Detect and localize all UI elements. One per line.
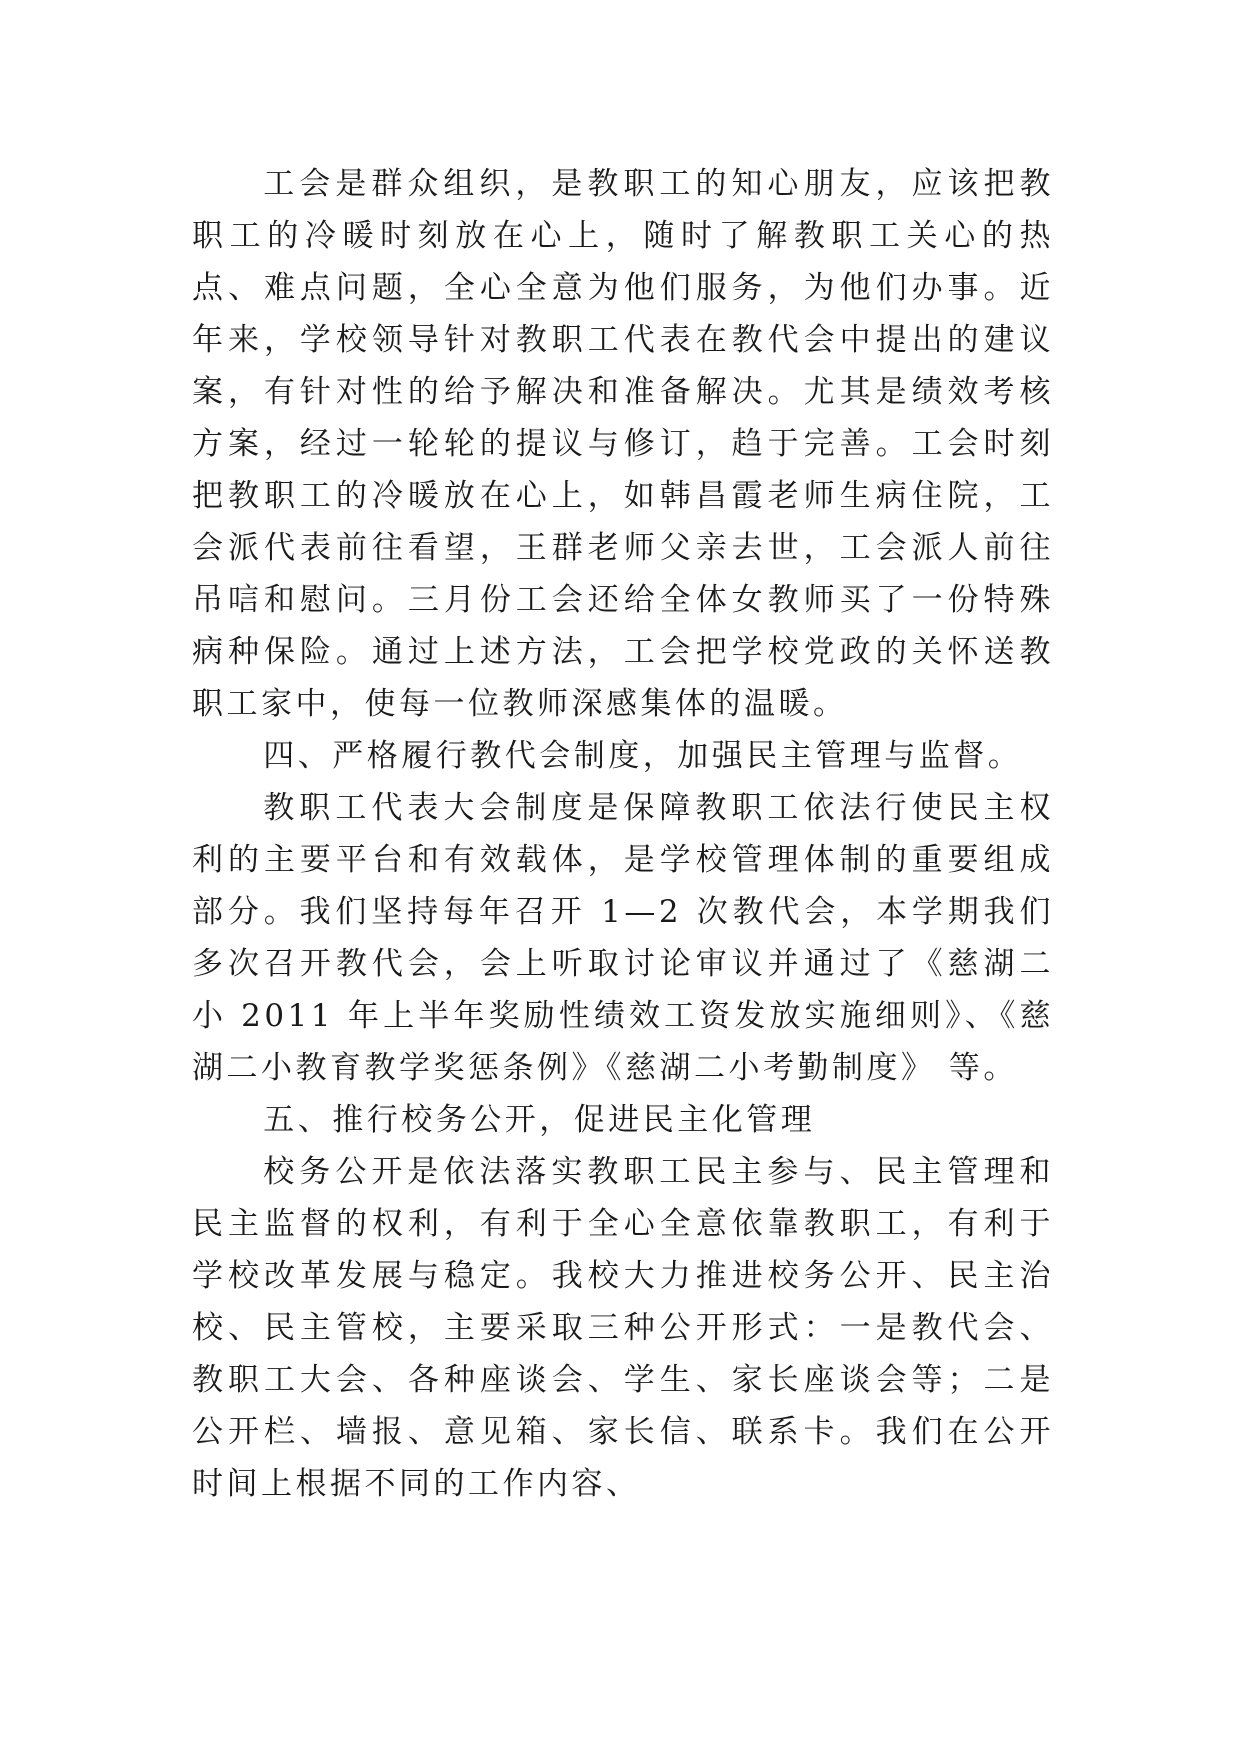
paragraph-union-care: 工会是群众组织，是教职工的知心朋友，应该把教职工的冷暖时刻放在心上，随时了解教职工关心的热点、难点问题，全心全意为他们服务，为他们办事。近年来，学校领导针对教职工代表在教代会中提出的建议案，有针对性的给予解决和准备解决。尤其是绩效考核方案，经过一轮轮的提议与修订，趋于完善。工会时刻把教职工的冷暖放在心上，如韩昌霞老师生病住院，工会派代表前往看望，王群老师父亲去世，工会派人前往吊唁和慰问。三月份工会还给全体女教师买了一份特殊病种保险。通过上述方法，工会把学校党政的关怀送教职工家中，使每一位教师深感集体的温暖。: [192, 166, 1054, 722]
section-heading-5: 五、推行校务公开，促进民主化管理: [263, 1102, 816, 1138]
paragraph-staff-congress: 教职工代表大会制度是保障教职工依法行使民主权利的主要平台和有效载体，是学校管理体制的重要组成部分。我们坚持每年召开 1—2 次教代会，本学期我们多次召开教代会，会上听取讨论审议并通过了《慈湖二小 2011 年上半年奖励性绩效工资发放实施细则》、《慈湖二小教育教学奖惩条例》《慈湖二小考勤制度》 等。: [192, 790, 1054, 1086]
paragraph-school-affairs: 校务公开是依法落实教职工民主参与、民主管理和民主监督的权利，有利于全心全意依靠教职工，有利于学校改革发展与稳定。我校大力推进校务公开、民主治校、民主管校，主要采取三种公开形式：一是教代会、教职工大会、各种座谈会、学生、家长座谈会等；二是公开栏、墙报、意见箱、家长信、联系卡。我们在公开时间上根据不同的工作内容、: [192, 1154, 1054, 1502]
section-heading-4: 四、严格履行教代会制度，加强民主管理与监督。: [263, 738, 1023, 774]
document-page: [192, 158, 1054, 1510]
